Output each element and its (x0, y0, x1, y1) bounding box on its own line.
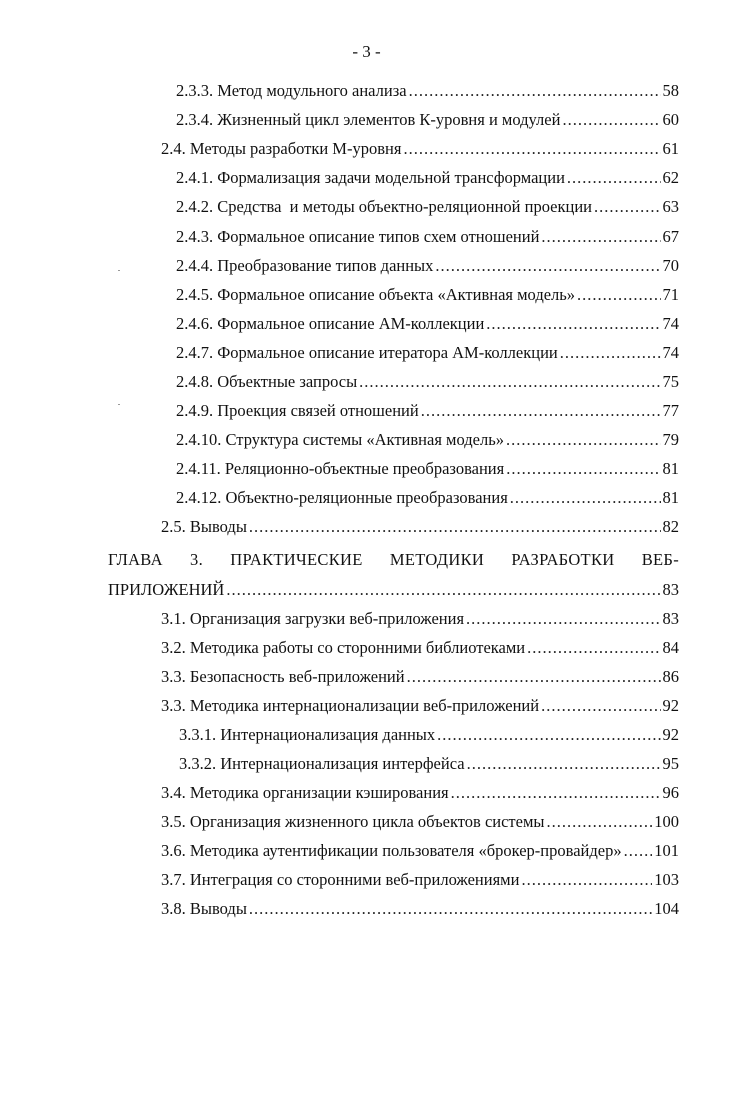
toc-entry-label: 3.3. Безопасность веб-приложений (161, 667, 405, 686)
toc-entry (161, 803, 679, 833)
toc-entry (161, 508, 679, 538)
toc-entry (176, 334, 679, 364)
toc-entry-page: 100 (654, 812, 679, 831)
toc-entry (161, 629, 679, 659)
toc-entry-page: 77 (662, 401, 679, 420)
dot-leader (409, 80, 661, 102)
dot-leader (624, 840, 653, 862)
toc-entry-label: 2.4.4. Преобразование типов данных (176, 256, 434, 275)
dot-leader (547, 811, 653, 833)
dot-leader (560, 342, 661, 364)
dot-leader (567, 167, 661, 189)
toc-entry-page: 70 (662, 256, 679, 275)
page-number: - 3 - (352, 42, 381, 61)
toc-entry-label: 3.6. Методика аутентификации пользователя «брокер-провайдер» (161, 841, 622, 860)
toc-entry-page: 81 (662, 488, 679, 507)
toc-entry (161, 861, 679, 891)
dot-leader (541, 226, 660, 248)
toc-entry-page: 84 (662, 638, 679, 657)
toc-entry-page: 61 (662, 139, 679, 158)
scan-speck (118, 270, 120, 271)
dot-leader (451, 782, 661, 804)
toc-entry-label: 2.5. Выводы (161, 517, 247, 536)
toc-entry-label: 2.4.9. Проекция связей отношений (176, 401, 419, 420)
toc-entry (176, 305, 679, 335)
dot-leader (466, 608, 660, 630)
dot-leader (594, 196, 661, 218)
toc-entry-page: 60 (662, 110, 679, 129)
dot-leader (486, 313, 660, 335)
toc-entry-page: 71 (662, 285, 679, 304)
toc-entry-label: 2.4.11. Реляционно-объектные преобразования (176, 459, 505, 478)
toc-entry (179, 716, 679, 746)
toc-entry-page: 82 (662, 517, 679, 536)
toc-entry-label: 2.4.10. Структура системы «Активная модель» (176, 430, 504, 449)
dot-leader (407, 666, 661, 688)
toc-entry-page: 62 (662, 168, 679, 187)
dot-leader (359, 371, 660, 393)
toc-entry (176, 363, 679, 393)
dot-leader (435, 255, 660, 277)
toc-entry-page: 86 (662, 667, 679, 686)
toc-entry-label: 3.3.2. Интернационализация интерфейса (179, 754, 465, 773)
toc-entry (176, 276, 679, 306)
dot-leader (403, 138, 660, 160)
toc-entry-page: 63 (662, 197, 679, 216)
toc-entry (176, 218, 679, 248)
toc-entry-page: 92 (662, 696, 679, 715)
toc-entry (161, 600, 679, 630)
toc-entry (176, 392, 679, 422)
dot-leader (421, 400, 661, 422)
toc-entry (161, 687, 679, 717)
toc-entry (176, 450, 679, 480)
toc-entry-page: 79 (662, 430, 679, 449)
dot-leader (437, 724, 660, 746)
toc-entry-label: 2.4.12. Объектно-реляционные преобразования (176, 488, 508, 507)
scan-speck (118, 404, 120, 405)
toc-entry-page: 83 (662, 609, 679, 628)
dot-leader (521, 869, 652, 891)
toc-entry (179, 745, 679, 775)
dot-leader (527, 637, 660, 659)
dot-leader (541, 695, 660, 717)
toc-entry-page: 103 (654, 870, 679, 889)
toc-entry (176, 101, 679, 131)
toc-entry (176, 72, 679, 102)
toc-entry-label: 3.1. Организация загрузки веб-приложения (161, 609, 465, 628)
toc-entry-label: 2.4.7. Формальное описание итератора АМ-коллекции (176, 343, 558, 362)
toc-entry (176, 421, 679, 451)
toc-entry-label: 2.4.3. Формальное описание типов схем отношений (176, 227, 540, 246)
toc-entry-label: 2.4.8. Объектные запросы (176, 372, 358, 391)
dot-leader (249, 516, 661, 538)
toc-entry-page: 92 (662, 725, 679, 744)
toc-entry-label: 3.5. Организация жизненного цикла объектов системы (161, 812, 545, 831)
dot-leader (506, 429, 661, 451)
toc-entry-label: 3.2. Методика работы со сторонними библиотеками (161, 638, 526, 657)
toc-entry-label: 2.3.3. Метод модульного анализа (176, 81, 407, 100)
toc-entry-label: 2.3.4. Жизненный цикл элементов К-уровня и модулей (176, 110, 561, 129)
toc-entry-label: 3.4. Методика организации кэширования (161, 783, 449, 802)
toc-entry (161, 832, 679, 862)
toc-entry-page: 95 (662, 754, 679, 773)
toc-entry (176, 479, 679, 509)
chapter-heading: ГЛАВА 3. ПРАКТИЧЕСКИЕ МЕТОДИКИ РАЗРАБОТКИ ВЕБ- (108, 550, 679, 569)
toc-entry-page: 101 (654, 841, 679, 860)
toc-entry-label: 2.4.1. Формализация задачи модельной трансформации (176, 168, 565, 187)
toc-entry-label: 2.4.6. Формальное описание АМ-коллекции (176, 314, 485, 333)
toc-entry-page: 74 (662, 314, 679, 333)
dot-leader (249, 898, 652, 920)
dot-leader (562, 109, 660, 131)
toc-entry (161, 658, 679, 688)
toc-entry (161, 890, 679, 920)
toc-entry-page: 81 (662, 459, 679, 478)
toc-entry-label: 3.3. Методика интернационализации веб-приложений (161, 696, 540, 715)
toc-entry-label: 3.7. Интеграция со сторонними веб-приложениями (161, 870, 520, 889)
toc-entry-page: 67 (662, 227, 679, 246)
toc-entry-page: 58 (662, 81, 679, 100)
toc-entry-label: 3.3.1. Интернационализация данных (179, 725, 436, 744)
toc-entry-page: 74 (662, 343, 679, 362)
toc-entry (161, 130, 679, 160)
toc-entry (176, 188, 679, 218)
toc-entry (161, 774, 679, 804)
toc-entry-page: 83 (662, 580, 679, 599)
toc-entry (176, 159, 679, 189)
toc-entry (108, 571, 679, 601)
dot-leader (467, 753, 661, 775)
toc-entry-label: 3.8. Выводы (161, 899, 247, 918)
toc-entry-page: 75 (662, 372, 679, 391)
dot-leader (506, 458, 660, 480)
toc-entry-label: 2.4.2. Средства и методы объектно-реляционной проекции (176, 197, 592, 216)
chapter-heading-continuation: ПРИЛОЖЕНИЙ (108, 580, 225, 599)
toc-entry-page: 104 (654, 899, 679, 918)
toc-entry-label: 2.4.5. Формальное описание объекта «Активная модель» (176, 285, 576, 304)
toc-entry-label: 2.4. Методы разработки М-уровня (161, 139, 402, 158)
dot-leader (577, 284, 660, 306)
toc-entry-page: 96 (662, 783, 679, 802)
toc-entry (176, 247, 679, 277)
dot-leader (226, 579, 660, 601)
dot-leader (510, 487, 661, 509)
